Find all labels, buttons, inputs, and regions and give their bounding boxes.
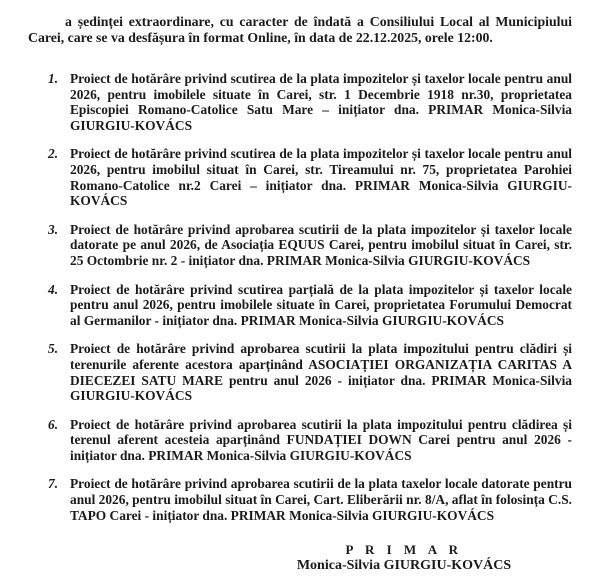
agenda-item-5 (48, 341, 572, 403)
item-number: 4. (48, 281, 59, 297)
agenda-item-6 (48, 417, 572, 464)
signature-title: P R I M A R (345, 542, 463, 558)
item-text: Proiect de hotărâre privind aprobarea scutirii la plata impozitului pentru clădiri și terenurile aferente acestora aparținând ASOCIAȚIEI ORGANIZAȚIA CARITAS A DIECEZEI SATU MARE pentru anul 2026 - inițiator dna. PRIMAR Monica-Silvia GIURGIU-KOVÁCS (70, 341, 572, 404)
item-text: Proiect de hotărâre privind scutirea de la plata impozitelor și taxelor locale pentru anul 2026, pentru imobilele situate în Carei, str. 1 Decembrie 1918 nr.30, proprietatea Episcopiei Romano-Catolice Satu Mare – inițiator dna. PRIMAR Monica-Silvia GIURGIU-KOVÁCS (70, 71, 572, 133)
signature-name: Monica-Silvia GIURGIU-KOVÁCS (296, 558, 512, 574)
item-number: 5. (48, 341, 59, 357)
agenda-item-list (48, 71, 572, 523)
signature-block (258, 542, 550, 574)
agenda-item-7 (48, 476, 572, 523)
session-intro-paragraph: a ședinței extraordinare, cu caracter de îndată a Consiliului Local al Municipiului Carei, care se va desfășura în format Online, în data de 22.12.2025, orele 12:00. (28, 14, 572, 45)
agenda-item-4 (48, 282, 572, 329)
item-text: Proiect de hotărâre privind scutirea de la plata impozitelor și taxelor locale pentru anul 2026, pentru imobilul situat în Carei, str. Tireamului nr. 75, proprietatea Parohiei Romano-Catolice nr.2 Carei – inițiator dna. PRIMAR Monica-Silvia GIURGIU-KOVÁCS (70, 146, 572, 209)
item-number: 7. (48, 476, 59, 492)
agenda-item-3 (48, 222, 572, 269)
item-text: Proiect de hotărâre privind scutirea parțială de la plata impozitelor și taxelor locale pentru anul 2026, pentru imobilele situate în Carei, proprietatea Forumului Democrat al Germanilor - inițiator dna. PRIMAR Monica-Silvia GIURGIU-KOVÁCS (70, 281, 572, 328)
item-text: Proiect de hotărâre privind aprobarea scutirii la plata impozitului pentru clădirea și terenul aferent acesteia aparținând FUNDAȚIEI DOWN Carei pentru anul 2026 - inițiator dna. PRIMAR Monica-Silvia GIURGIU-KOVÁCS (70, 416, 572, 463)
item-text: Proiect de hotărâre privind aprobarea scutirii de la plata impozitelor și taxelor locale datorate pe anul 2026, de Asociația EQUUS Carei, pentru imobilul situat în Carei, str. 25 Octombrie nr. 2 - inițiator dna. PRIMAR Monica-Silvia GIURGIU-KOVÁCS (70, 221, 572, 268)
item-text: Proiect de hotărâre privind aprobarea scutirii de la plata taxelor locale datorate pentru anul 2026, pentru imobilul situat în Carei, Cart. Eliberării nr. 8/A, aflat în folosința C.S. TAPO Carei - inițiator dna. PRIMAR Monica-Silvia GIURGIU-KOVÁCS (70, 476, 572, 523)
item-number: 2. (48, 146, 59, 162)
item-number: 3. (48, 221, 59, 237)
agenda-item-2 (48, 146, 572, 208)
item-number: 6. (48, 416, 59, 432)
agenda-item-1 (48, 71, 572, 133)
item-number: 1. (48, 71, 59, 86)
